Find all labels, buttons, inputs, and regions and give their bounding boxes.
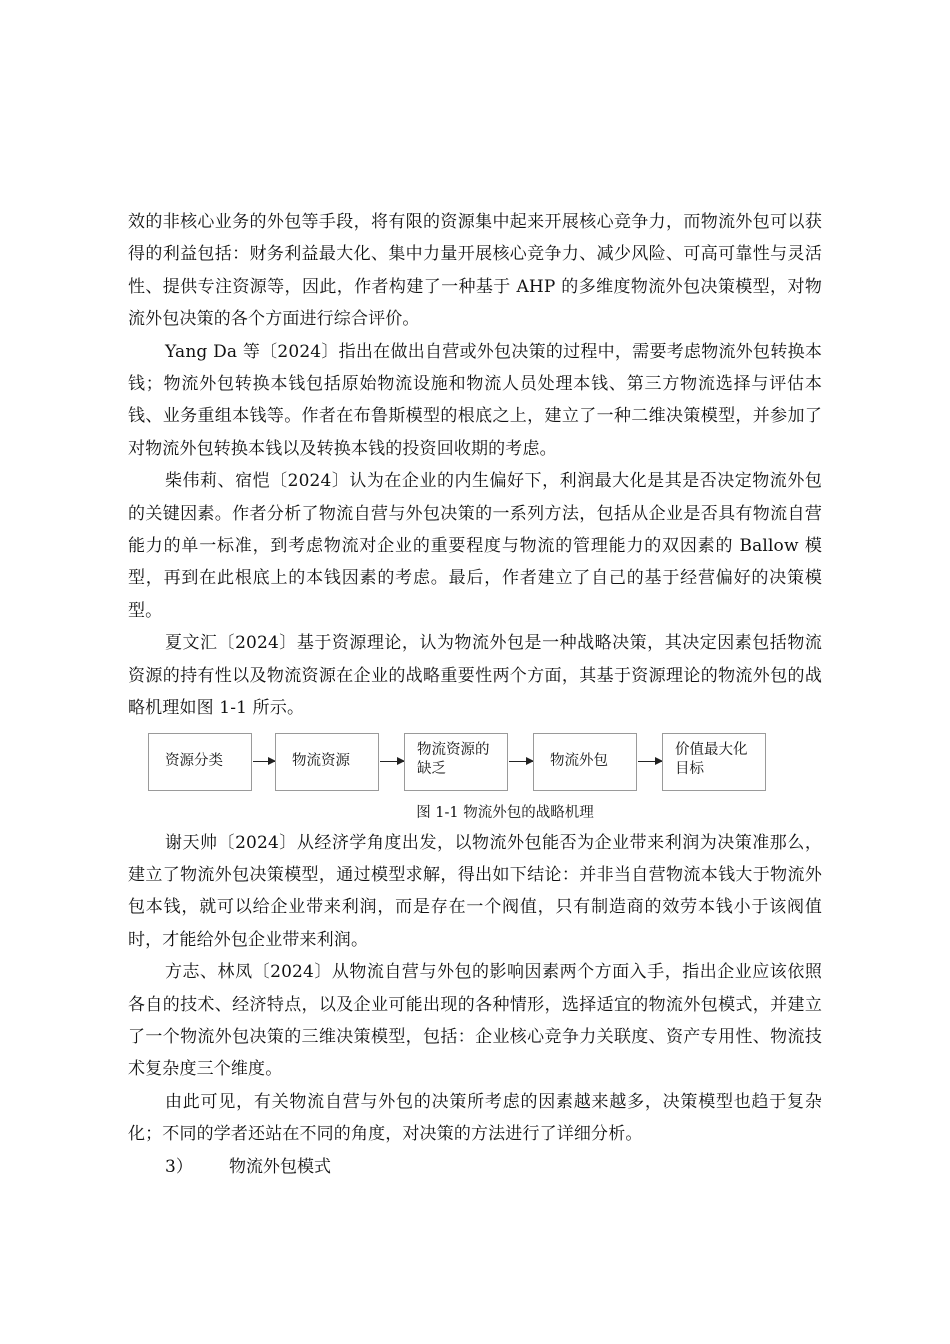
paragraph-2: Yang Da 等〔2024〕指出在做出自营或外包决策的过程中，需要考虑物流外包转换本钱；物流外包转换本钱包括原始物流设施和物流人员处理本钱、第三方物流选择与评估本钱、业务重组本钱等。作者在布鲁斯模型的根底之上，建立了一种二维决策模型，并参加了对物流外包转换本钱以及转换本钱的投资回收期的考虑。 bbox=[128, 341, 822, 459]
document-body bbox=[128, 206, 822, 1183]
paragraph-5: 谢天帅〔2024〕从经济学角度出发，以物流外包能否为企业带来利润为决策准那么，建立了物流外包决策模型，通过模型求解，得出如下结论：并非当自营物流本钱大于物流外包本钱，就可以给企业带来利润，而是存在一个阀值，只有制造商的效劳本钱小于该阀值时，才能给外包企业带来利润。 bbox=[128, 832, 822, 950]
paragraph-6: 方志、林凤〔2024〕从物流自营与外包的影响因素两个方面入手，指出企业应该依照各自的技术、经济特点，以及企业可能出现的各种情形，选择适宜的物流外包模式，并建立了一个物流外包决策的三维决策模型，包括：企业核心竞争力关联度、资产专用性、物流技术复杂度三个维度。 bbox=[128, 962, 822, 1080]
flow-box-logistics-resources: 物流资源 bbox=[275, 733, 379, 791]
paragraph-7: 由此可见，有关物流自营与外包的决策所考虑的因素越来越多，决策模型也趋于复杂化；不同的学者还站在不同的角度，对决策的方法进行了详细分析。 bbox=[128, 1091, 822, 1145]
paragraph-1: 效的非核心业务的外包等手段，将有限的资源集中起来开展核心竞争力，而物流外包可以获得的利益包括：财务利益最大化、集中力量开展核心竞争力、减少风险、可高可靠性与灵活性、提供专注资源等，因此，作者构建了一种基于 AHP 的多维度物流外包决策模型，对物流外包决策的各个方面进行综合评价。 bbox=[128, 212, 822, 330]
section-heading bbox=[128, 1151, 822, 1183]
flow-box-resource-classification: 资源分类 bbox=[148, 733, 252, 791]
flow-box-resource-shortage: 物流资源的缺乏 bbox=[404, 733, 508, 791]
section-heading-text: 物流外包模式 bbox=[229, 1156, 331, 1177]
flow-arrow-4 bbox=[638, 761, 662, 762]
flow-box-value-maximization: 价值最大化目标 bbox=[662, 733, 766, 791]
figure-caption: 图 1-1 物流外包的战略机理 bbox=[416, 804, 594, 821]
flow-arrow-2 bbox=[380, 761, 404, 762]
figure-1-1 bbox=[128, 725, 822, 827]
flow-arrow-1 bbox=[253, 761, 275, 762]
paragraph-3: 柴伟莉、宿恺〔2024〕认为在企业的内生偏好下，利润最大化是其是否决定物流外包的关键因素。作者分析了物流自营与外包决策的一系列方法，包括从企业是否具有物流自营能力的单一标准，到考虑物流对企业的重要程度与物流的管理能力的双因素的 Ballow 模型，再到在此根底上的本钱因素的考虑。最后，作者建立了自己的基于经营偏好的决策模型。 bbox=[128, 471, 822, 621]
section-heading-number: 3） bbox=[165, 1156, 193, 1177]
flow-arrow-3 bbox=[509, 761, 533, 762]
paragraph-4: 夏文汇〔2024〕基于资源理论，认为物流外包是一种战略决策，其决定因素包括物流资源的持有性以及物流资源在企业的战略重要性两个方面，其基于资源理论的物流外包的战略机理如图 1-1 所示。 bbox=[128, 633, 822, 719]
flow-box-logistics-outsourcing: 物流外包 bbox=[533, 733, 637, 791]
